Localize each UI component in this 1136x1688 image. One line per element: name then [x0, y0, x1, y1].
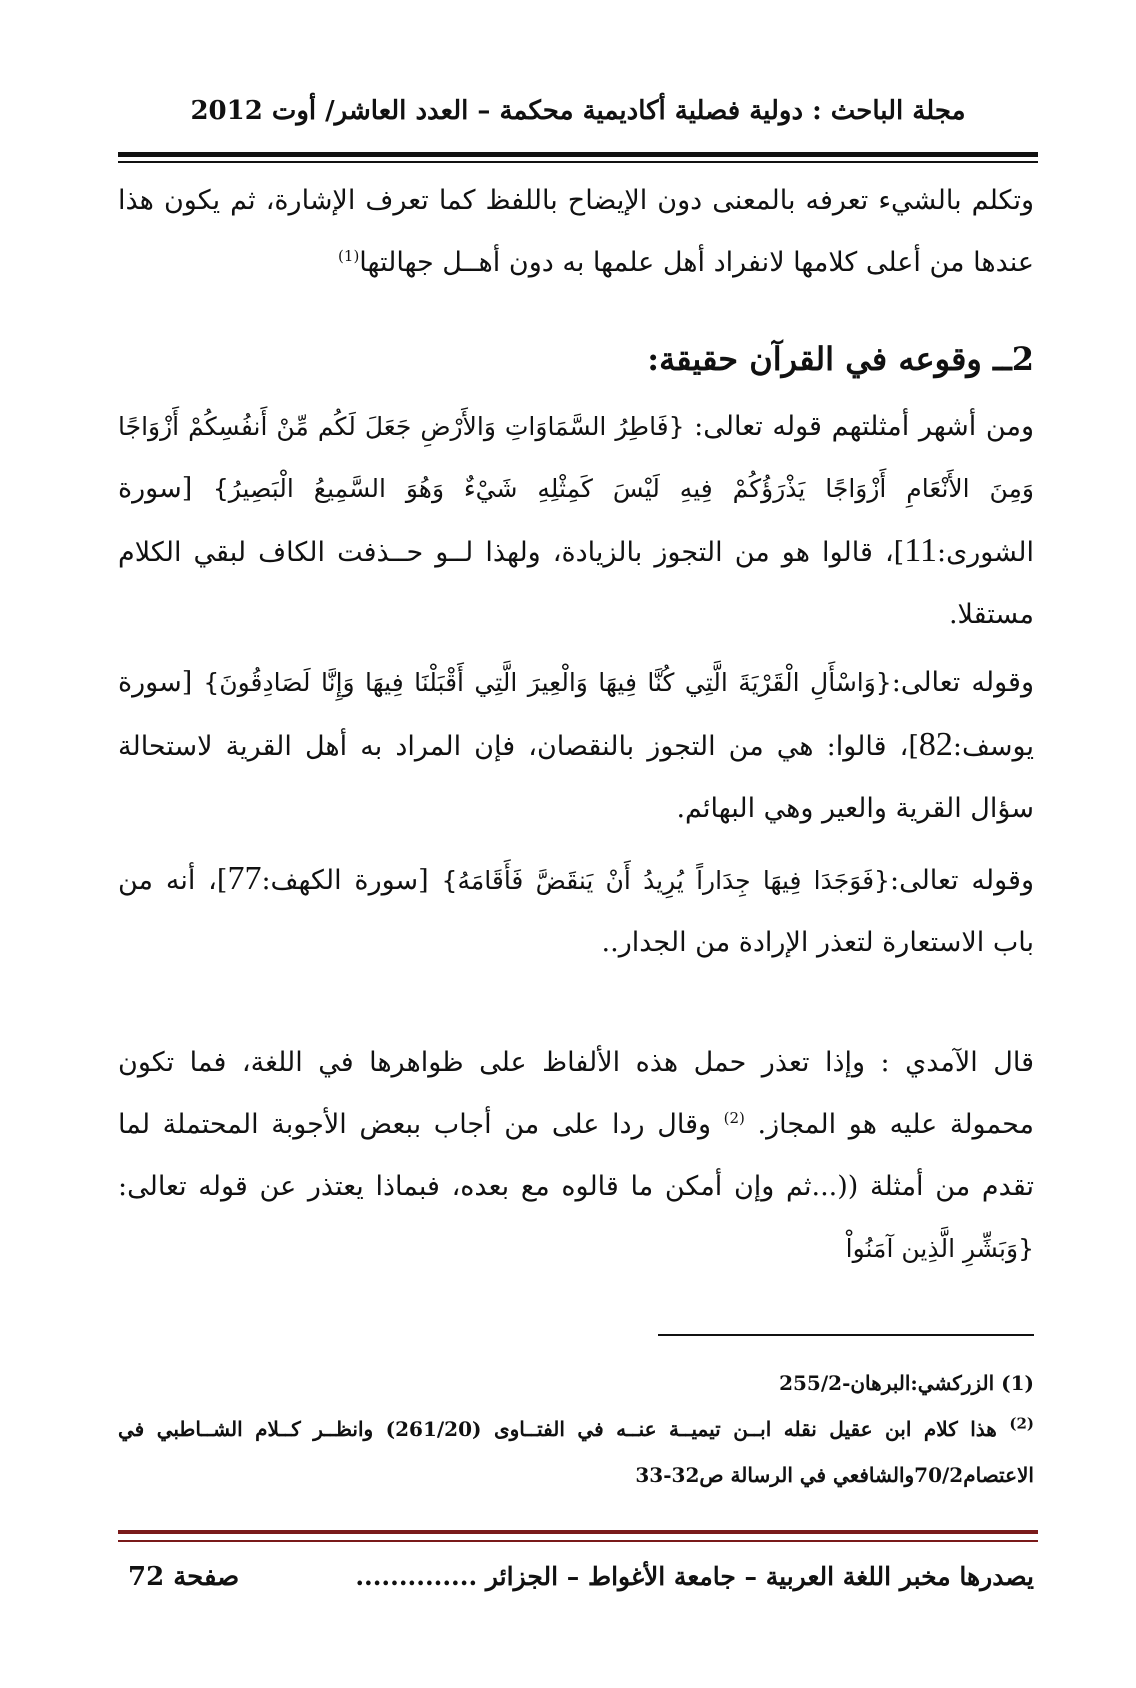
section-heading: 2ــ وقوعه في القرآن حقيقة: — [647, 340, 1034, 378]
paragraph-shura-comment: ، قالوا هو من التجوز بالزيادة، ولهذا لــو حــذفت الكاف لبقي الكلام مستقلا. — [118, 537, 1034, 630]
paragraph-kahf — [118, 848, 1034, 974]
quran-verse-shura: {فَاطِرُ السَّمَاوَاتِ وَالأَرْضِ جَعَلَ لَكُم مِّنْ أَنفُسِكُمْ أَزْوَاجًا وَمِنَ الأَنْعَامِ أَزْوَاجًا يَذْرَؤُكُمْ فِيهِ لَيْسَ كَمِثْلِهِ شَيْءٌ وَهُوَ السَّمِيعُ الْبَصِيرُ} — [118, 412, 1035, 503]
intro-line-2 — [118, 232, 1034, 294]
paragraph-amidi-text — [118, 1032, 1034, 1280]
footnote-2 — [118, 1406, 1034, 1498]
footnote-separator — [658, 1334, 1034, 1336]
surah-ref-shura-label: [سورة الشورى: — [118, 473, 1034, 568]
paragraph-amidi-part-2: وقال ردا على من أجاب ببعض الأجوبة المحتملة لما تقدم من أمثلة ((...ثم وإن أمكن ما قالوه مع بعده، فبماذا يعتذر عن قوله تعالى: — [118, 1109, 1034, 1202]
surah-ref-yusuf-label: [سورة يوسف: — [118, 667, 1034, 762]
header-rule-thick — [118, 152, 1038, 157]
paragraph-yusuf-comment: ، قالوا: هي من التجوز بالنقصان، فإن المراد به أهل القرية لاستحالة سؤال القرية والعير وهي البهائم. — [118, 731, 1034, 824]
footnote-ref-1: (1) — [338, 247, 360, 265]
footer-rule-thin — [118, 1540, 1038, 1542]
surah-ref-kahf-number: 77 — [227, 860, 262, 897]
footnote-ref-2: (2) — [723, 1109, 745, 1127]
surah-ref-yusuf-close: ] — [908, 731, 919, 762]
surah-ref-yusuf-number: 82 — [918, 726, 953, 763]
paragraph-kahf-intro: وقوله تعالى: — [889, 865, 1034, 896]
quran-verse-yusuf: {وَاسْأَلِ الْقَرْيَةَ الَّتِي كُنَّا فِيهَا وَالْعِيرَ الَّتِي أَقْبَلْنَا فِيهَا وَإِنَّا لَصَادِقُونَ} — [203, 668, 892, 697]
paragraph-kahf-text — [118, 848, 1034, 974]
header-rule-thin — [118, 161, 1038, 163]
surah-ref-shura-number: 11 — [904, 532, 937, 569]
paragraph-amidi-part-1: قال الآمدي : وإذا تعذر حمل هذه الألفاظ على ظواهرها في اللغة، فما تكون محمولة عليه هو المجاز. — [118, 1047, 1035, 1140]
surah-ref-shura-close: ] — [893, 537, 905, 568]
footnotes — [118, 1360, 1034, 1498]
intro-line-1: وتكلم بالشيء تعرفه بالمعنى دون الإيضاح باللفظ كما تعرف الإشارة، ثم يكون هذا — [118, 185, 1034, 216]
footnote-2-number: (2) — [1009, 1414, 1034, 1433]
intro-paragraph — [118, 170, 1034, 294]
paragraph-kahf-comment: ، أنه من باب الاستعارة لتعذر الإرادة من الجدار.. — [118, 865, 1034, 958]
quran-verse-kahf: {فَوَجَدَا فِيهَا جِدَاراً يُرِيدُ أَنْ يَنقَضَّ فَأَقَامَهُ} — [441, 866, 890, 895]
footer-rule-thick — [118, 1530, 1038, 1534]
surah-ref-kahf-close: ] — [216, 865, 228, 896]
paragraph-shura-text — [118, 396, 1034, 646]
paragraph-yusuf — [118, 652, 1034, 840]
paragraph-yusuf-text — [118, 652, 1034, 840]
page-number: صفحة 72 — [128, 1562, 240, 1592]
footnote-2-text: هذا كلام ابن عقيل نقله ابــن تيميــة عنــه في الفتــاوى (261/20) وانظــر كــلام الشــاطبي في الاعتصام70/2والشافعي في الرسالة ص32-33 — [118, 1417, 1034, 1487]
surah-ref-kahf-label: [سورة الكهف: — [261, 865, 442, 896]
paragraph-shura — [118, 396, 1034, 646]
quran-verse-baqara: {وَبَشِّرِ الَّذِين آمَنُواْ — [845, 1234, 1034, 1263]
footnote-1: (1) الزركشي:البرهان-255/2 — [779, 1371, 1034, 1395]
intro-line-2-text: عندها من أعلى كلامها لانفراد أهل علمها به دون أهــل جهالتها — [359, 247, 1034, 278]
paragraph-shura-intro: ومن أشهر أمثلتهم قوله تعالى: — [684, 411, 1034, 442]
journal-header-title: مجلة الباحث : دولية فصلية أكاديمية محكمة – العدد العاشر/ أوت 2012 — [190, 96, 966, 126]
paragraph-amidi — [118, 1032, 1034, 1280]
paragraph-yusuf-intro: وقوله تعالى: — [891, 667, 1034, 698]
footer-publisher: يصدرها مخبر اللغة العربية – جامعة الأغواط – الجزائر .............. — [355, 1562, 1034, 1591]
